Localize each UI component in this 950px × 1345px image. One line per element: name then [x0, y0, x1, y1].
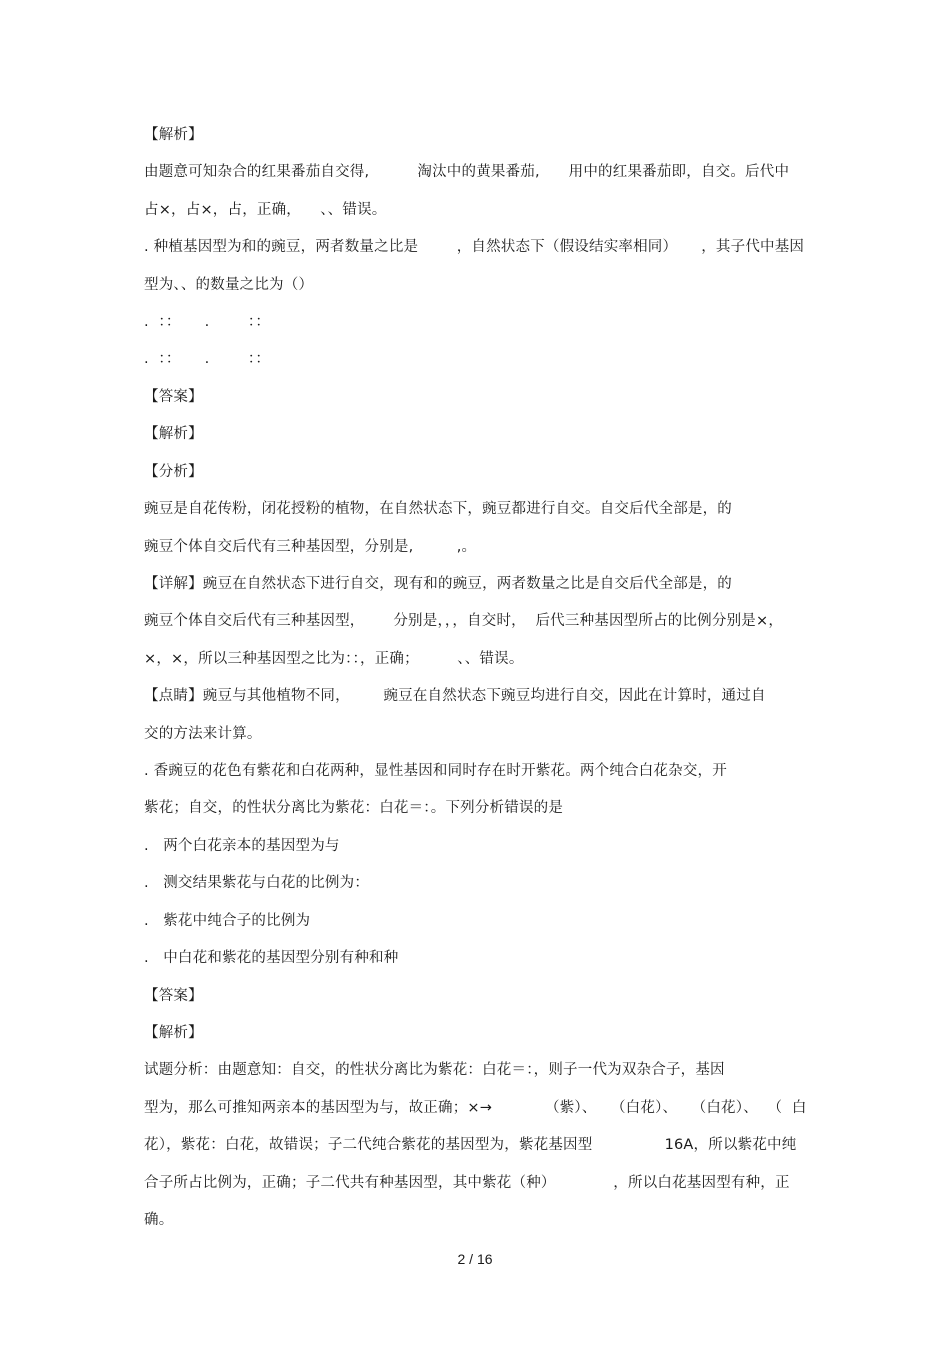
text-line: 【答案】 [144, 389, 203, 405]
text-line: . 中白花和紫花的基因型分别有种和种 [144, 950, 399, 966]
text-line: 确。 [144, 1212, 174, 1228]
text-line: 交的方法来计算。 [144, 726, 262, 742]
text-line: 型为、、的数量之比为（） [144, 277, 314, 293]
text-line: 型为，那么可推知两亲本的基因型为与，故正确；×→ （紫）、 （白花）、 （白花）、 （ 白 [144, 1100, 807, 1116]
text-line: . 种植基因型为和的豌豆，两者数量之比是 ，自然状态下（假设结实率相同） ，其子代中基因 [144, 239, 805, 255]
text-line: . ：： . ：： [144, 351, 271, 367]
text-line: 花），紫花：白花，故错误；子二代纯合紫花的基因型为，紫花基因型 16A，所以紫花中纯 [144, 1137, 797, 1153]
text-line: . 两个白花亲本的基因型为与 [144, 838, 340, 854]
text-line: 合子所占比例为，正确；子二代共有种基因型，其中紫花（种） ，所以白花基因型有种，正 [144, 1175, 790, 1191]
text-line: 占×，占×，占，正确， 、、错误。 [144, 202, 387, 218]
text-line: 紫花；自交，的性状分离比为紫花：白花＝：。下列分析错误的是 [144, 800, 564, 816]
text-line: . 紫花中纯合子的比例为 [144, 913, 311, 929]
text-line: 试题分析：由题意知：自交，的性状分离比为紫花：白花＝：，则子一代为双杂合子，基因 [144, 1062, 725, 1078]
text-line: . ：： . ：： [144, 314, 271, 330]
page-number: 2 / 16 [457, 1251, 493, 1267]
text-line: ×，×，所以三种基因型之比为：：，正确； 、、错误。 [144, 651, 524, 667]
text-line: 【解析】 [144, 426, 203, 442]
text-line: 【详解】豌豆在自然状态下进行自交，现有和的豌豆，两者数量之比是自交后代全部是，的 [144, 576, 732, 592]
text-line: 由题意可知杂合的红果番茄自交得, 淘汰中的黄果番茄, 用中的红果番茄即，自交。后代中 [144, 164, 790, 180]
text-line: 【分析】 [144, 464, 203, 480]
text-line: 豌豆是自花传粉，闭花授粉的植物，在自然状态下，豌豆都进行自交。自交后代全部是，的 [144, 501, 732, 517]
text-line: 【解析】 [144, 127, 203, 143]
text-line: 豌豆个体自交后代有三种基因型，分别是, ,。 [144, 539, 477, 555]
text-line: 【解析】 [144, 1025, 203, 1041]
text-line: . 测交结果紫花与白花的比例为： [144, 875, 370, 891]
text-line: 【点睛】豌豆与其他植物不同， 豌豆在自然状态下豌豆均进行自交，因此在计算时，通过自 [144, 688, 766, 704]
text-line: 【答案】 [144, 988, 203, 1004]
text-line: . 香豌豆的花色有紫花和白花两种，显性基因和同时存在时开紫花。两个纯合白花杂交，开 [144, 763, 727, 779]
text-line: 豌豆个体自交后代有三种基因型， 分别是，，，自交时， 后代三种基因型所占的比例分别是×， [144, 613, 784, 629]
